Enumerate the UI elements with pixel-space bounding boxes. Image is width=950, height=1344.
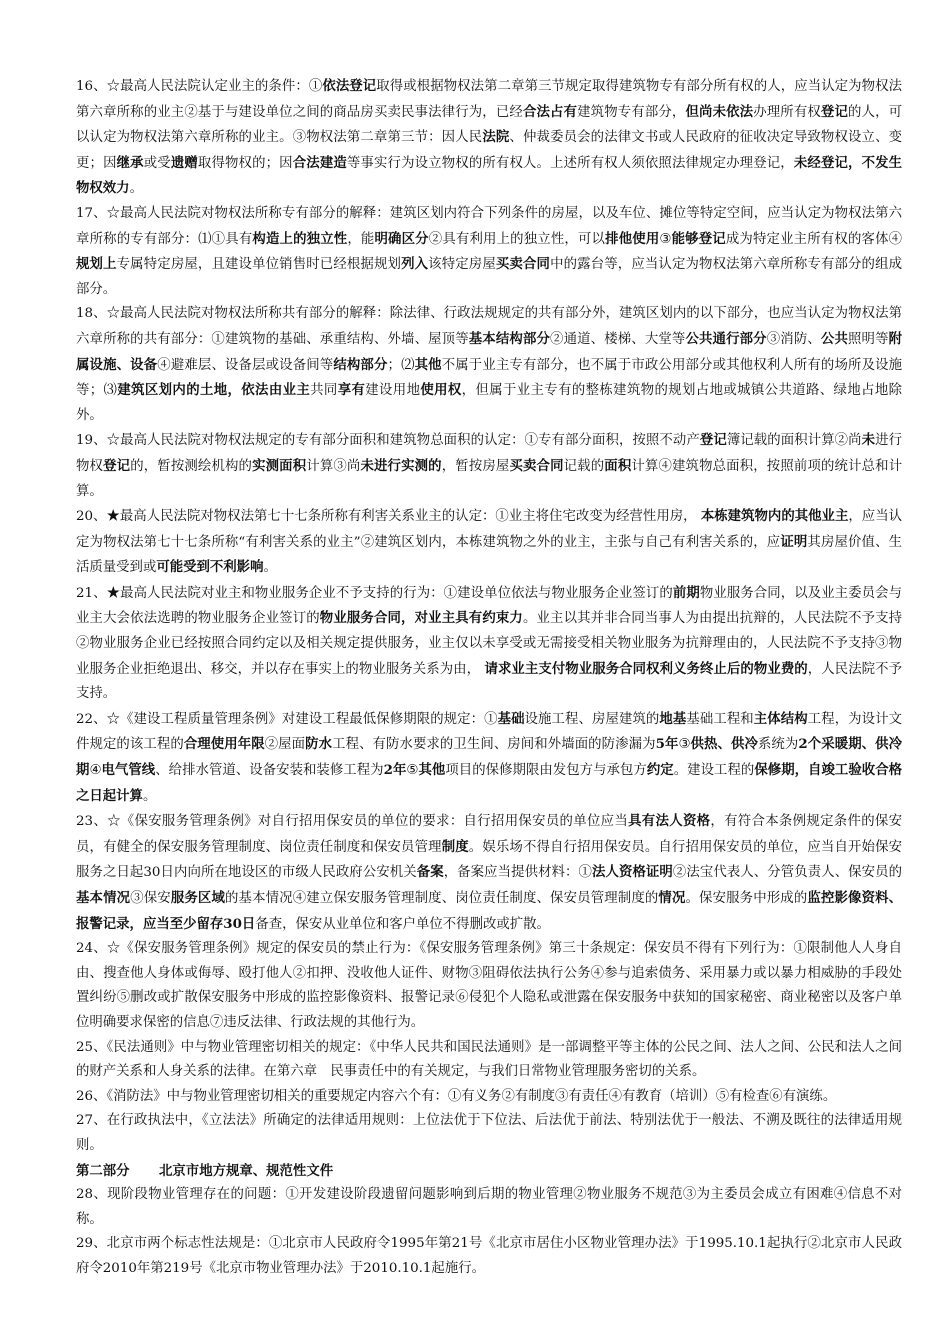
text-run: ②屋面 [264, 737, 306, 753]
bold-text: 公共通行部分 [685, 330, 767, 347]
paragraph-item [76, 1183, 902, 1232]
paragraph-item [76, 504, 902, 581]
bold-text: 法院 [482, 129, 510, 146]
bold-text: 约定 [646, 762, 674, 779]
text-run: 26、《消防法》中与物业管理密切相关的重要规定内容六个有：①有义务②有制度③有责任④有教育（培训）⑤有检查⑥有演练。 [76, 1088, 837, 1104]
items-part-1 [76, 74, 902, 1159]
bold-text: 主体结构 [753, 710, 808, 727]
bold-text: 其他 [414, 356, 442, 373]
text-run: 工程，为设计文件规定的该工程的 [76, 711, 903, 753]
text-run: 的人，可以认定为物权法第六章所称的业主。③物权法第二章第三节：因人民 [76, 104, 903, 146]
text-run: 的，暂按测绘机构的 [130, 458, 253, 474]
text-run: 16、☆最高人民法院认定业主的条件：① [76, 79, 323, 94]
text-run: 簿记载的面积计算②尚 [726, 433, 862, 449]
bold-text: 备案 [416, 864, 444, 881]
text-run: 、仲裁委员会的法律文书或人民政府的征收决定导致物权设立、变更；因 [76, 130, 903, 171]
paragraph-item [76, 937, 902, 1035]
section-heading [76, 1159, 902, 1184]
paragraph-item [76, 74, 902, 202]
text-run: ，备案应当提供材料：① [443, 865, 592, 881]
bold-text: 请求业主支付物业服务合同权利义务终止后的物业费的 [484, 660, 808, 677]
bold-text: 享有 [337, 382, 366, 399]
section-name: 北京市地方规章、规范性文件 [159, 1162, 334, 1179]
text-run: 不属于业主专有部分，也不属于市政公用部分或其他权利人所有的场所及设施等；⑶ [76, 357, 903, 399]
text-run: 。建设工程的 [673, 763, 755, 779]
paragraph-item [76, 302, 902, 428]
bold-text: 未进行实测的 [360, 457, 442, 474]
text-run: 计算④建筑物总面积，按照前项的统计总和计算。 [76, 458, 903, 499]
document-page [76, 74, 902, 1282]
bold-text: 可能受到不利影响 [156, 559, 264, 576]
text-run: 22、☆《建设工程质量管理条例》对建设工程最低保修期限的规定：① [76, 711, 498, 727]
bold-text: 地基 [659, 710, 687, 727]
text-run: ，暂按房屋 [441, 458, 510, 474]
bold-text: 遗赠 [170, 154, 198, 171]
bold-text: 合法占有 [522, 103, 578, 120]
text-run: 成为特定业主所有权的客体④ [725, 231, 903, 247]
bold-text: 登记 [820, 103, 849, 120]
text-run: 设施工程、房屋建筑的 [524, 711, 660, 727]
bold-text: 明确区分 [374, 230, 429, 247]
paragraph-item [76, 707, 902, 809]
text-run: ，能 [347, 231, 375, 247]
bold-text: 2个采暖期、供冷期 [76, 736, 903, 779]
bold-text: 防水 [305, 736, 333, 753]
text-run: ②具有利用上的独立性，可以 [428, 231, 606, 247]
text-run: 备查，保安从业单位和客户单位不得删改或扩散。 [255, 916, 550, 932]
text-run: 的基本情况④建立保安服务管理制度、岗位责任制度、保安员管理制度的 [225, 891, 659, 906]
text-run: ⑤ [406, 763, 419, 779]
text-run: 27、在行政执法中，《立法法》所确定的法律适用规则：上位法优于下位法、后法优于前法、特别法优于一般法、不溯及既往的法律适用规则。 [76, 1113, 902, 1153]
bold-text: 基本情况 [76, 890, 131, 906]
text-run: 。 [129, 181, 143, 197]
bold-text: 列入 [401, 256, 429, 273]
items-part-2 [76, 1183, 902, 1281]
bold-text: 5年 [655, 736, 679, 753]
paragraph-item [76, 202, 902, 302]
bold-text: 其他 [418, 762, 446, 779]
text-run: 工程、有防水要求的卫生间、房间和外墙面的防渗漏为 [332, 737, 656, 753]
bold-text: 排他使用 [605, 230, 660, 247]
bold-text: 2年 [383, 762, 407, 779]
text-run: 基础工程和 [686, 711, 754, 727]
bold-text: 保修期，自竣工验收合格之日起计算 [76, 762, 903, 804]
bold-text: 规划上 [76, 256, 117, 273]
bold-text: 监控影像资料、报警记录，应当至少留存30日 [76, 890, 903, 932]
text-run: 共同 [310, 383, 338, 399]
paragraph-item [76, 581, 902, 707]
text-run: 照明等 [848, 331, 889, 347]
bold-text: 能够登记 [671, 230, 726, 247]
bold-text: 基本结构部分 [468, 330, 551, 347]
text-run: 17、☆最高人民法院对物权法所称专有部分的解释：建筑区划内符合下列条件的房屋，以及车位、摊位等特定空间，应当认定为物权法第六章所称的专有部分：⑴①具有 [76, 205, 902, 247]
bold-text: 买卖合同 [495, 256, 551, 273]
text-run: 项目的保修期限由发包方与承包方 [445, 763, 647, 779]
bold-text: 物业服务合同，对业主具有约束力 [319, 610, 523, 627]
text-run: ；⑵ [387, 357, 415, 373]
bold-text: 实测面积 [252, 457, 307, 474]
text-run: 25、《民法通则》中与物业管理密切相关的规定：《中华人民共和国民法通则》是一部调整平等主体的公民之间、法人之间、公民和法人之间的财产关系和人身关系的法律。在第六章 民事责任中的有关规定，与我们日常物业管理服务密切的关系。 [76, 1039, 902, 1080]
text-run: 21、★最高人民法院对业主和物业服务企业不予支持的行为：①建设单位依法与物业服务企业签订的 [76, 585, 673, 601]
text-run: 19、☆最高人民法院对物权法规定的专有部分面积和建筑物总面积的认定：①专有部分面积，按照不动产 [76, 433, 700, 449]
text-run: 该特定房屋 [428, 257, 496, 273]
bold-text: 继承 [116, 154, 144, 171]
bold-text: 面积 [604, 457, 632, 474]
text-run: 。 [263, 560, 277, 576]
text-run: 。 [142, 788, 157, 804]
bold-text: 制度 [441, 838, 469, 855]
text-run: ②法宝代表人、分管负责人、保安员的 [672, 865, 903, 881]
text-run: ，应当认定为物权法第七十七条所称“有利害关系的业主”②建筑区划内，本栋建筑物之外的业主，主张与自己有利害关系的，应 [76, 509, 903, 550]
paragraph-item [76, 1232, 902, 1281]
text-run: 中的露台等，应当认定为物权法第六章所称专有部分的组成部分。 [76, 257, 903, 297]
text-run: 29、北京市两个标志性法规是：①北京市人民政府令1995年第21号《北京市居住小区物业管理办法》于1995.10.1起执行②北京市人民政府令2010年第219号《北京市物业管理办法》于2010.10.1起施行。 [76, 1236, 902, 1276]
text-run: 进行物权 [76, 433, 902, 474]
text-run: 23、☆《保安服务管理条例》对自行招用保安员的单位的要求：自行招用保安员的单位应当 [76, 814, 629, 830]
text-run: 记载的 [563, 458, 605, 474]
bold-text: 公共 [820, 330, 849, 347]
bold-text: 买卖合同 [509, 457, 564, 474]
bold-text: 未经登记，不发生物权效力 [76, 154, 903, 197]
bold-text: 依法登记 [322, 78, 377, 94]
text-run: ③消防、 [766, 331, 821, 347]
text-run: ④避难层、设备层或设备间等 [157, 357, 334, 373]
bold-text: 附属设施、设备 [76, 330, 903, 373]
bold-text: 供热、供冷 [690, 736, 758, 753]
text-run: 专属特定房屋，且建设单位销售时已经根据规划 [116, 257, 402, 273]
text-run: ③ [659, 231, 672, 247]
section-label: 第二部分 [76, 1162, 130, 1179]
text-run: 、给排水管道、设备安装和装修工程为 [155, 763, 384, 779]
text-run: 物业服务合同，以及业主委员会与业主大会依法选聘的物业服务企业签订的 [76, 585, 903, 627]
text-run: 建设用地 [365, 383, 421, 399]
text-run: 。保安服务中形成的 [685, 891, 808, 906]
bold-text: 构造上的独立性 [252, 230, 348, 247]
paragraph-item [76, 1036, 902, 1085]
text-run: 系统为 [757, 737, 799, 753]
text-run: 18、☆最高人民法院对物权法所称共有部分的解释：除法律、行政法规规定的共有部分外，建筑区划内的以下部分，也应当认定为物权法第六章所称的共有部分：①建筑物的基础、承重结构、外墙、屋顶等 [76, 306, 902, 347]
text-run: 28、现阶段物业管理存在的问题：①开发建设阶段遗留问题影响到后期的物业管理②物业服务不规范③为主委员会成立有困难④信息不对称。 [76, 1187, 902, 1227]
bold-text: 证明 [780, 533, 808, 550]
bold-text: 服务区域 [170, 890, 226, 906]
bold-text: 电气管线 [101, 762, 156, 779]
text-run: 24、☆《保安服务管理条例》规定的保安员的禁止行为：《保安服务管理条例》第三十条规定：保安员不得有下列行为：①限制他人人身自由、搜查他人身体或侮辱、殴打他人②扣押、没收他人证件、财物③阻碍依法执行公务④参与追索债务、采用暴力或以暴力相威胁的手段处置纠纷⑤删改或扩散保安服务中形成的监控影像资料、报警记录⑥侵犯个人隐私或泄露在保安服务中获知的国家秘密、商业秘密以及客户单位明确要求保密的信息⑦违反法律、行政法规的其他行为。 [76, 941, 902, 1030]
bold-text: 使用权 [420, 382, 462, 399]
text-run: 或受 [143, 155, 171, 171]
text-run: ，人民法院不予支持。 [76, 661, 902, 702]
bold-text: 合理使用年限 [183, 736, 265, 753]
text-run: 建筑物专有部分， [577, 104, 686, 120]
paragraph-item [76, 1085, 902, 1110]
text-run: 。娱乐场不得自行招用保安员。自行招用保安员的单位，应当自开始保安服务之日起30日内向所在地设区的市级人民政府公安机关 [76, 839, 903, 881]
text-run: ，但属于业主专有的整栋建筑物的规划占地或城镇公共道路、绿地占地除外。 [76, 383, 903, 423]
bold-text: 合法建造 [292, 154, 347, 171]
bold-text: 登记 [699, 432, 727, 449]
text-run: 其房屋价值、生活质量受到或 [76, 534, 903, 576]
text-run: 20、★最高人民法院对物权法第七十七条所称有利害关系业主的认定：①业主将住宅改变为经营性用房， [76, 509, 701, 525]
text-run: 取得或根据物权法第二章第三节规定取得建筑物专有部分所有权的人，应当认定为物权法第六章所称的业主②基于与建设单位之间的商品房买卖民事法律行为，已经 [76, 79, 903, 120]
text-run: 计算③尚 [306, 458, 361, 474]
text-run: 。业主以其并非合同当事人为由提出抗辩的，人民法院不予支持②物业服务企业已经按照合同约定以及相关规定提供服务，业主仅以未享受或无需接受相关物业服务为抗辩理由的，人民法院不予支持③物业服务企业拒绝退出、移交，并以存在事实上的物业服务关系为由， [76, 611, 903, 677]
bold-text: 前期 [672, 584, 700, 601]
bold-text: 建筑区划内的土地，依法由业主 [117, 382, 311, 399]
paragraph-item [76, 428, 902, 504]
bold-text: 登记 [103, 457, 131, 474]
text-run: ②通道、楼梯、大堂等 [550, 331, 686, 347]
bold-text: 本栋建筑物内的其他业主 [700, 508, 849, 525]
text-run: ③保安 [130, 891, 171, 906]
bold-text: 结构部分 [333, 356, 388, 373]
text-run: ④ [89, 763, 102, 779]
bold-text: 法人资格证明 [592, 864, 673, 881]
text-run: 等事实行为设立物权的所有权人。上述所有权人须依照法律规定办理登记， [346, 155, 794, 171]
text-run: 取得物权的；因 [197, 155, 293, 171]
bold-text: 但尚未依法 [685, 103, 754, 120]
bold-text: 具有法人资格 [628, 813, 711, 830]
bold-text: 基础 [497, 710, 525, 727]
bold-text: 情况 [658, 890, 686, 906]
text-run: 办理所有权 [753, 104, 821, 120]
bold-text: 未 [861, 432, 876, 449]
text-run: ，有符合本条例规定条件的保安员，有健全的保安服务管理制度、岗位责任制度和保安员管理 [76, 814, 903, 855]
paragraph-item [76, 809, 902, 937]
text-run: ③ [678, 737, 691, 753]
paragraph-item [76, 1109, 902, 1158]
